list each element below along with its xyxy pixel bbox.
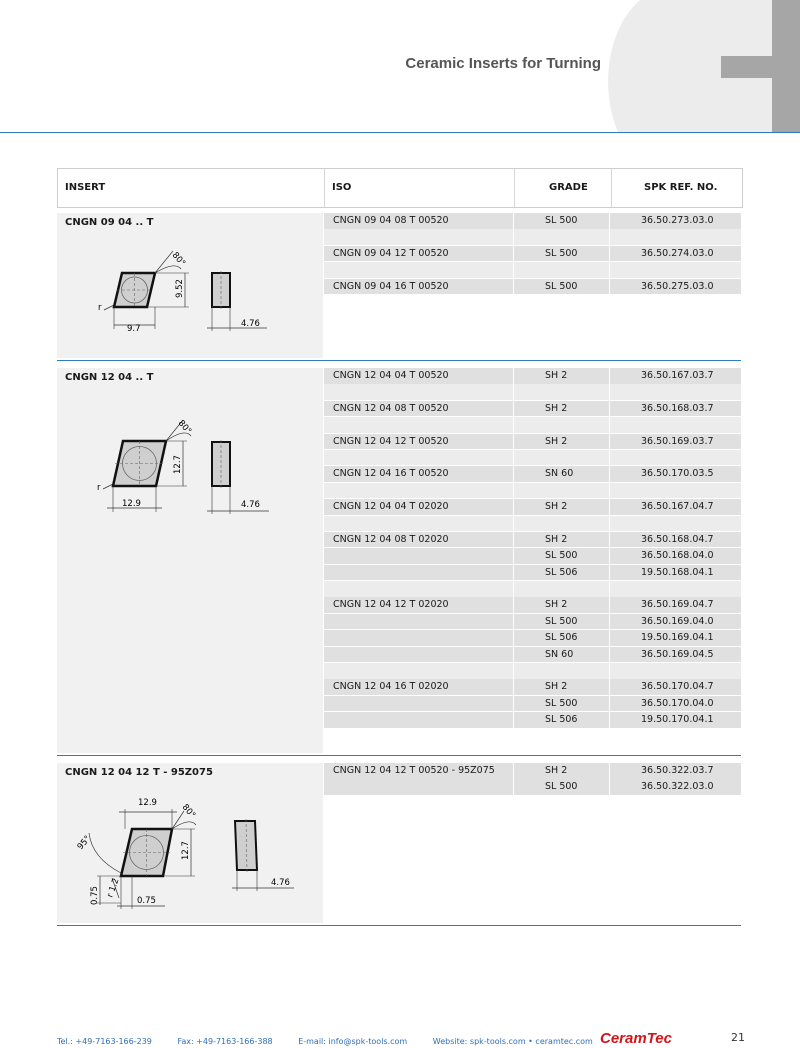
insert-name: CNGN 12 04 .. T: [65, 372, 154, 383]
dim-width: 9.7: [127, 324, 141, 334]
dim-angle: 80°: [179, 802, 198, 821]
iso-cell: CNGN 12 04 04 T 00520: [333, 370, 449, 381]
footer-website[interactable]: Website: spk-tools.com • ceramtec.com: [432, 1037, 593, 1046]
table-row: [324, 384, 741, 400]
ref-cell: 36.50.275.03.0: [641, 280, 714, 292]
ref-cell: 36.50.322.03.0: [641, 781, 714, 793]
table-row: [324, 499, 741, 515]
corner-decoration: [0, 0, 800, 140]
insert-drawing: [57, 213, 323, 358]
grade-cell: SH 2: [545, 599, 568, 611]
grade-cell: SH 2: [545, 533, 568, 545]
table-row: [324, 401, 741, 417]
col-grade: GRADE: [549, 182, 588, 193]
iso-cell: CNGN 12 04 12 T 00520 - 95Z075: [333, 765, 495, 776]
table-row: [324, 417, 741, 433]
table-row: [324, 630, 741, 646]
dim-chamfer-v: 0.75: [90, 886, 100, 905]
ref-cell: 36.50.273.03.0: [641, 215, 714, 226]
dim-height: 12.7: [173, 455, 183, 474]
table-row: [324, 597, 741, 613]
table-row: [324, 663, 741, 679]
table-row: [324, 434, 741, 450]
insert-drawing: [57, 763, 323, 923]
table-row: [324, 679, 741, 695]
ref-cell: 36.50.169.04.0: [641, 615, 714, 627]
footer-fax: Fax: +49-7163-166-388: [177, 1037, 273, 1046]
grade-cell: SL 500: [545, 615, 578, 627]
col-ref: SPK REF. NO.: [644, 182, 718, 193]
table-row: [324, 763, 741, 779]
insert-drawing: [57, 368, 323, 753]
grade-cell: SL 506: [545, 632, 578, 644]
iso-cell: CNGN 12 04 16 T 00520: [333, 468, 449, 480]
insert-panel: [57, 368, 323, 753]
dim-height: 9.52: [175, 279, 185, 298]
grade-cell: SN 60: [545, 648, 574, 660]
table-row: [324, 262, 741, 278]
ref-cell: 36.50.170.04.7: [641, 681, 714, 693]
dim-height: 12.7: [181, 841, 191, 860]
dim-thickness: 4.76: [241, 319, 260, 329]
grade-cell: SL 500: [545, 280, 578, 292]
ref-cell: 36.50.168.03.7: [641, 402, 714, 414]
table-row: [324, 696, 741, 712]
iso-rows: [324, 368, 741, 729]
ref-cell: 36.50.169.04.7: [641, 599, 714, 611]
insert-panel: [57, 763, 323, 923]
grade-cell: SH 2: [545, 435, 568, 447]
dim-width: 12.9: [122, 499, 141, 509]
table-row: [324, 614, 741, 630]
grade-cell: SH 2: [545, 501, 568, 513]
grade-cell: SL 500: [545, 781, 578, 793]
dim-radius: r: [97, 483, 101, 493]
ref-cell: 36.50.169.03.7: [641, 435, 714, 447]
table-row: [324, 213, 741, 229]
ref-cell: 36.50.274.03.0: [641, 247, 714, 259]
ceramtec-logo: CeramTec: [600, 1030, 672, 1047]
dim-chamfer-h: 0.75: [137, 896, 156, 906]
grade-cell: SH 2: [545, 402, 568, 414]
ref-cell: 36.50.168.04.7: [641, 533, 714, 545]
insert-section: [57, 763, 741, 923]
table-row: [324, 647, 741, 663]
grade-cell: SH 2: [545, 681, 568, 693]
grade-cell: SL 506: [545, 566, 578, 578]
table-row: [324, 483, 741, 499]
iso-rows: [324, 213, 741, 295]
ref-cell: 19.50.169.04.1: [641, 632, 714, 644]
section-rule: [57, 360, 741, 361]
table-row: [324, 548, 741, 564]
table-row: [324, 466, 741, 482]
dim-radius: r: [98, 303, 102, 313]
grade-cell: SL 500: [545, 215, 578, 226]
table-row: [324, 565, 741, 581]
iso-cell: CNGN 09 04 08 T 00520: [333, 215, 449, 226]
table-row: [324, 712, 741, 728]
footer-email[interactable]: E-mail: info@spk-tools.com: [298, 1037, 408, 1046]
table-row: [324, 450, 741, 466]
dim-angle-2: 95°: [75, 833, 93, 852]
col-insert: INSERT: [65, 182, 106, 193]
table-row: [324, 779, 741, 795]
grade-cell: SH 2: [545, 370, 568, 381]
iso-cell: CNGN 09 04 12 T 00520: [333, 247, 449, 259]
dim-width: 12.9: [138, 798, 157, 808]
dim-angle: 80°: [169, 250, 188, 269]
insert-name: CNGN 09 04 .. T: [65, 217, 154, 228]
header-rule: [0, 132, 800, 133]
ref-cell: 36.50.169.04.5: [641, 648, 714, 660]
table-row: [324, 516, 741, 532]
insert-panel: [57, 213, 323, 358]
section-rule: [57, 755, 741, 756]
grade-cell: SL 500: [545, 697, 578, 709]
dim-radius: r 1.2: [105, 877, 122, 900]
iso-cell: CNGN 12 04 08 T 00520: [333, 402, 449, 414]
ref-cell: 36.50.168.04.0: [641, 550, 714, 562]
iso-cell: CNGN 12 04 12 T 02020: [333, 599, 449, 611]
insert-section: [57, 213, 741, 358]
table-row: [324, 246, 741, 262]
iso-cell: CNGN 09 04 16 T 00520: [333, 280, 449, 292]
ref-cell: 19.50.168.04.1: [641, 566, 714, 578]
iso-rows: [324, 763, 741, 796]
insert-name: CNGN 12 04 12 T - 95Z075: [65, 767, 213, 778]
iso-cell: CNGN 12 04 16 T 02020: [333, 681, 449, 693]
ref-cell: 19.50.170.04.1: [641, 714, 714, 726]
ref-cell: 36.50.167.04.7: [641, 501, 714, 513]
table-row: [324, 581, 741, 597]
footer-tel: Tel.: +49-7163-166-239: [57, 1037, 152, 1046]
page-title: Ceramic Inserts for Turning: [405, 55, 601, 72]
iso-cell: CNGN 12 04 12 T 00520: [333, 435, 449, 447]
section-rule: [57, 925, 741, 926]
grade-cell: SH 2: [545, 765, 568, 776]
table-row: [324, 279, 741, 295]
grade-cell: SL 506: [545, 714, 578, 726]
dim-angle: 80°: [175, 418, 194, 437]
table-header: [57, 168, 743, 208]
grade-cell: SN 60: [545, 468, 574, 480]
ref-cell: 36.50.170.03.5: [641, 468, 714, 480]
grade-cell: SL 500: [545, 550, 578, 562]
table-row: [324, 229, 741, 245]
iso-cell: CNGN 12 04 04 T 02020: [333, 501, 449, 513]
col-iso: ISO: [332, 182, 352, 193]
dim-thickness: 4.76: [241, 500, 260, 510]
table-row: [324, 532, 741, 548]
insert-section: [57, 368, 741, 753]
table-row: [324, 368, 741, 384]
ref-cell: 36.50.322.03.7: [641, 765, 714, 776]
dim-thickness: 4.76: [271, 878, 290, 888]
iso-cell: CNGN 12 04 08 T 02020: [333, 533, 449, 545]
ref-cell: 36.50.170.04.0: [641, 697, 714, 709]
page-number: 21: [731, 1031, 745, 1044]
ref-cell: 36.50.167.03.7: [641, 370, 714, 381]
grade-cell: SL 500: [545, 247, 578, 259]
footer-contacts: [57, 1037, 616, 1046]
